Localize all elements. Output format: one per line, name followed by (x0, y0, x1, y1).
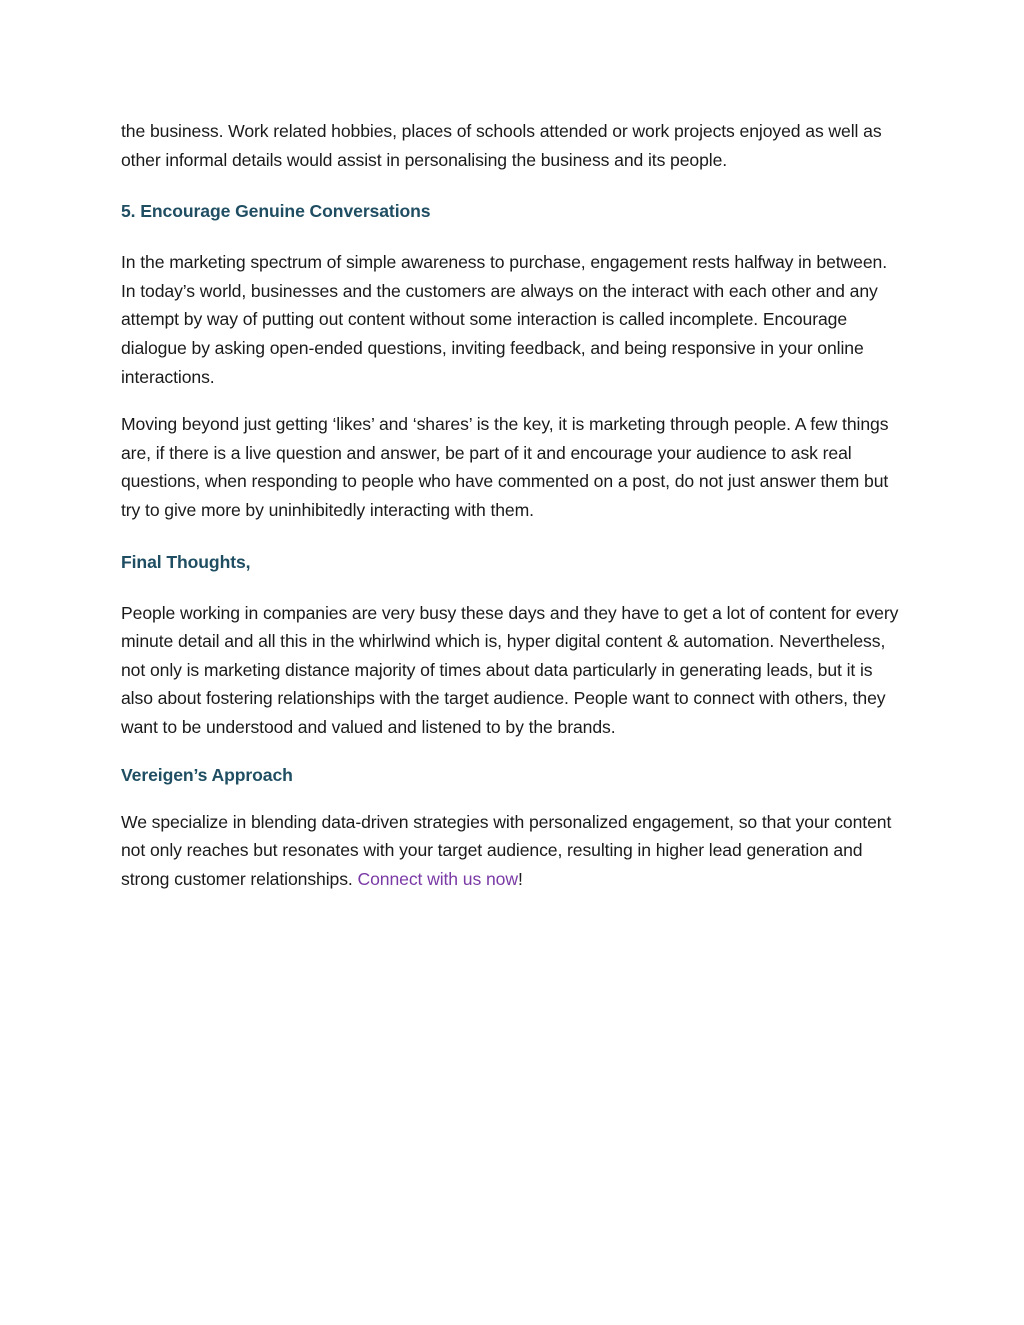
document-page (121, 117, 906, 893)
section-heading-approach: Vereigen’s Approach (121, 764, 293, 785)
approach-paragraph-text: We specialize in blending data-driven strategies with personalized engagement, so that your content not only reaches but resonates with your target audience, resulting in higher lead generation and strong customer relationships. (121, 811, 892, 889)
section-heading-final-thoughts: Final Thoughts, (121, 551, 251, 572)
connect-with-us-link[interactable]: Connect with us now (357, 868, 518, 889)
section5-paragraph-1: In the marketing spectrum of simple awareness to purchase, engagement rests halfway in between. In today’s world, businesses and the customers are always on the interact with each other and any attempt by way of putting out content without some interaction is called incomplete. Encourage dialogue by asking open-ended questions, inviting feedback, and being responsive in your online interactions. (121, 252, 888, 387)
approach-trailing-text: ! (517, 868, 523, 889)
final-thoughts-paragraph: People working in companies are very busy these days and they have to get a lot of content for every minute detail and all this in the whirlwind which is, hyper digital content & automation. Nevertheless, not only is marketing distance majority of times about data particularly in generating leads, but it is also about fostering relationships with the target audience. People want to connect with others, they want to be understood and valued and listened to by the brands. (121, 602, 899, 737)
section-heading-encourage-conversations: 5. Encourage Genuine Conversations (121, 201, 431, 222)
approach-paragraph (121, 808, 906, 894)
section5-paragraph-2: Moving beyond just getting ‘likes’ and ‘shares’ is the key, it is marketing through people. A few things are, if there is a live question and answer, be part of it and encourage your audience to ask real questions, when responding to people who have commented on a post, do not just answer them but try to give more by uninhibitedly interacting with them. (121, 414, 889, 520)
intro-paragraph: the business. Work related hobbies, places of schools attended or work projects enjoyed as well as other informal details would assist in personalising the business and its people. (121, 121, 882, 170)
